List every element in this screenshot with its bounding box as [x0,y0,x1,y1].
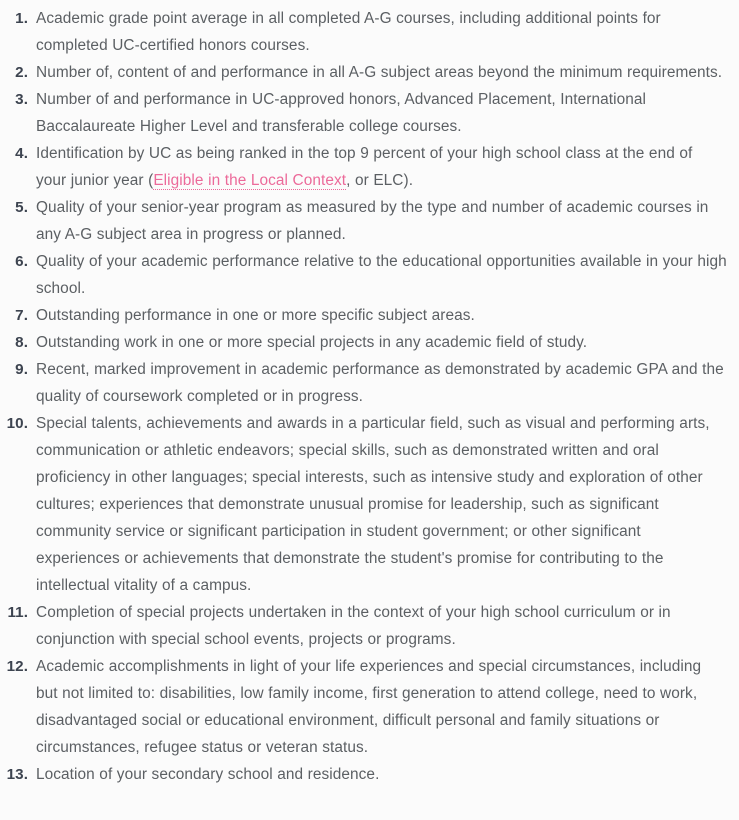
list-item [0,653,727,761]
list-item [0,140,727,194]
list-item-text: Quality of your senior-year program as measured by the type and number of academic courses in any A-G subject area in progress or planned. [36,199,709,243]
list-item-text: Outstanding performance in one or more specific subject areas. [36,307,475,324]
list-item-text: Outstanding work in one or more special projects in any academic field of study. [36,334,588,351]
list-item [0,248,727,302]
list-item-text: Location of your secondary school and residence. [36,766,380,783]
list-item-text: Completion of special projects undertaken in the context of your high school curriculum or in conjunction with special school events, projects or programs. [36,604,671,648]
list-item-text: Recent, marked improvement in academic performance as demonstrated by academic GPA and the quality of coursework completed or in progress. [36,361,724,405]
list-item [0,599,727,653]
list-item [0,302,727,329]
list-item [0,86,727,140]
list-item-text-before-link: Identification by UC as being ranked in the top 9 percent of your high school class at the end of your junior year ( [36,145,693,189]
list-item [0,59,727,86]
list-item-text: Academic accomplishments in light of your life experiences and special circumstances, including but not limited to: disabilities, low family income, first generation to attend college, need to work, disadvantaged social or educational environment, difficult personal and family situations or circumstances, refugee status or veteran status. [36,658,702,756]
list-item-text: Special talents, achievements and awards in a particular field, such as visual and performing arts, communication or athletic endeavors; special skills, such as demonstrated written and oral proficiency in other languages; special interests, such as intensive study and exploration of other cultures; experiences that demonstrate unusual promise for leadership, such as significant community service or significant participation in student government; or other significant experiences or achievements that demonstrate the student's promise for contributing to the intellectual vitality of a campus. [36,415,710,594]
list-item-text: Academic grade point average in all completed A-G courses, including additional points for completed UC-certified honors courses. [36,10,661,54]
list-item-text-after-link: , or ELC). [346,172,414,189]
list-item [0,194,727,248]
list-item [0,329,727,356]
list-item-text [36,140,727,194]
list-item-text: Quality of your academic performance relative to the educational opportunities available in your high school. [36,253,727,297]
list-item [0,356,727,410]
list-item [0,5,727,59]
list-item [0,761,727,788]
eligible-in-the-local-context-link[interactable]: Eligible in the Local Context [153,172,347,189]
list-item-text: Number of and performance in UC-approved honors, Advanced Placement, International Baccalaureate Higher Level and transferable college courses. [36,91,646,135]
list-item [0,410,727,599]
list-item-text: Number of, content of and performance in all A-G subject areas beyond the minimum requirements. [36,64,723,81]
